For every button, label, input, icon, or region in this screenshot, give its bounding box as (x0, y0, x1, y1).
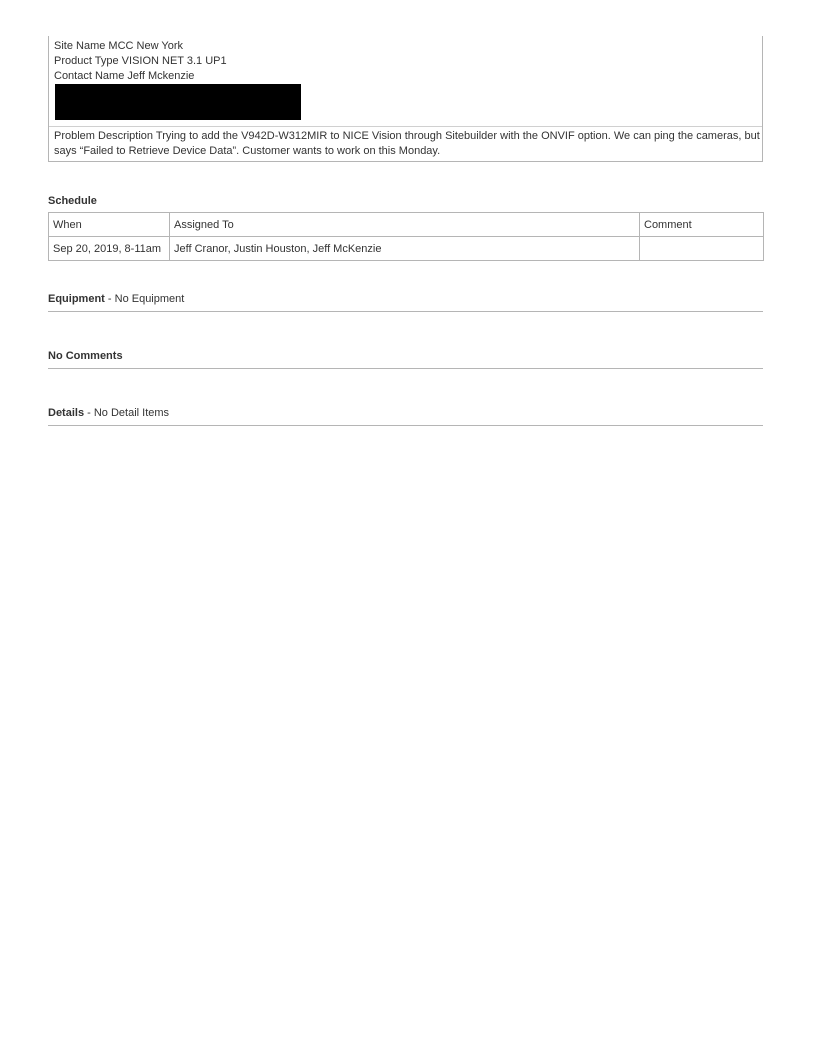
schedule-header-row (49, 213, 764, 237)
site-name: Site Name MCC New York (54, 40, 183, 52)
equipment-section (48, 293, 184, 305)
schedule-assigned-cell: Jeff Cranor, Justin Houston, Jeff McKenzie (170, 237, 640, 261)
details-note: - No Detail Items (84, 407, 170, 419)
schedule-comment-cell (640, 237, 764, 261)
info-divider (49, 126, 762, 127)
schedule-table (48, 212, 764, 261)
equipment-note: - No Equipment (104, 293, 185, 305)
ticket-info-box (48, 36, 763, 162)
contact-name: Contact Name Jeff Mckenzie (54, 70, 195, 82)
details-section (48, 407, 169, 419)
equipment-rule (48, 311, 763, 312)
schedule-title: Schedule (48, 195, 97, 207)
equipment-title: Equipment (48, 293, 105, 305)
product-type: Product Type VISION NET 3.1 UP1 (54, 55, 227, 67)
comments-rule (48, 368, 763, 369)
redaction-block (55, 84, 301, 120)
comments-title: No Comments (48, 350, 123, 362)
table-row (49, 237, 764, 261)
schedule-when-cell: Sep 20, 2019, 8-11am (49, 237, 170, 261)
column-header-comment: Comment (640, 213, 764, 237)
details-title: Details (48, 407, 85, 419)
column-header-assigned-to: Assigned To (170, 213, 640, 237)
column-header-when: When (49, 213, 170, 237)
problem-description: Problem Description Trying to add the V942D-W312MIR to NICE Vision through Sitebuilder with the ONVIF option. We can ping the cameras, but says “Failed to Retrieve Device Data”. Customer wants to work on this Monday. (54, 130, 760, 157)
details-rule (48, 425, 763, 426)
